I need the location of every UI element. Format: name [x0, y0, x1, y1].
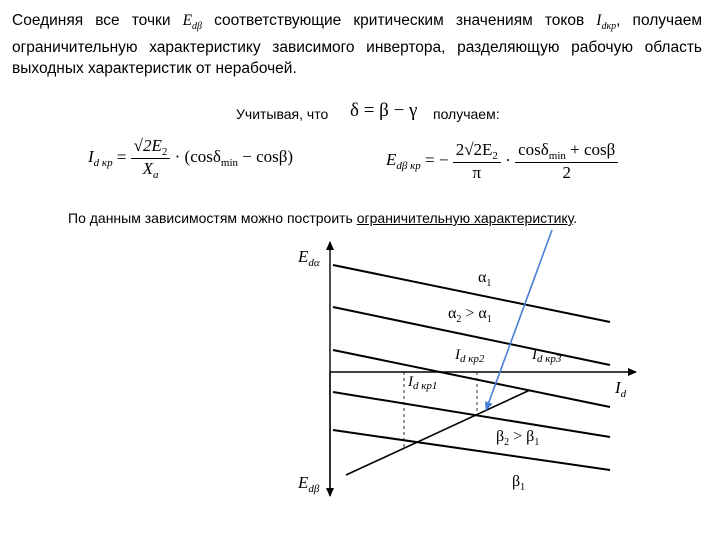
intro-text-2: соответствующие критическим значениям токов: [202, 12, 597, 29]
f2-den1: π: [472, 163, 482, 182]
f2-dot: ·: [505, 150, 511, 170]
edb-subscript: dβ: [192, 21, 203, 33]
f2-num2-end: + cosβ: [565, 140, 616, 159]
f2-den2: 2: [562, 163, 571, 182]
idkr-letter: I: [596, 12, 602, 29]
f1-tail-end: − cosβ): [238, 147, 294, 167]
y-top-label: $E_{d\alpha}$: [298, 247, 320, 269]
beta2-label: $\beta_2 > \beta_1$: [496, 428, 540, 448]
f1-num-sub: 2: [161, 146, 168, 158]
characteristic-beta1: [333, 430, 610, 470]
intro-text-3: , получаем ограничительную характеристику зависимого инвертора, разделяющую рабочую область выходных характеристик от нерабочей.: [12, 12, 702, 78]
f2-lhs-sub: dβ кр: [396, 160, 421, 173]
alpha1-label: $\alpha_1$: [478, 269, 492, 289]
idkr2-label: $I_{d кр2}$: [455, 347, 485, 365]
f1-eq: =: [116, 147, 127, 167]
delta-equation: δ = β − γ: [350, 100, 418, 121]
f1-tail-sub: min: [220, 157, 239, 170]
given-right-text: получаем:: [433, 106, 500, 122]
edb-letter: E: [182, 12, 193, 29]
alpha2-label: $\alpha_2 > \alpha_1$: [448, 305, 492, 325]
f1-lhs-letter: I: [88, 147, 94, 167]
limit-characteristic-link[interactable]: ограничительную характеристику: [356, 210, 574, 226]
idkr3-label: $I_{d кр3}$: [532, 347, 562, 365]
intro-text-1: Соединяя все точки: [12, 12, 183, 29]
beta1-label: $\beta_1$: [512, 473, 526, 493]
f2-eq: = −: [425, 150, 449, 170]
f2-lhs-letter: E: [386, 150, 397, 170]
conclusion-end: .: [573, 210, 578, 226]
f2-num1-sub: 2: [492, 150, 498, 162]
idkr-subscript: dкр: [601, 21, 617, 33]
x-axis-label: $I_d$: [615, 378, 627, 400]
conclusion-text: По данным зависимостям можно построить: [68, 210, 357, 226]
y-bottom-label: $E_{d\beta}$: [298, 473, 320, 495]
f1-den-text: X: [142, 159, 153, 178]
f2-num1-text: 2√2E: [455, 140, 493, 159]
given-left-text: Учитывая, что: [236, 106, 329, 122]
pointer-arrow: [486, 230, 552, 410]
f1-den-sub: a: [152, 169, 159, 181]
f2-num2-text: cosδ: [518, 140, 549, 159]
f1-num-text: √2E: [133, 136, 162, 155]
idkr1-label: $I_{d кр1}$: [408, 374, 438, 392]
f1-tail-text: · (cosδ: [174, 147, 221, 167]
f1-lhs-sub: d кр: [93, 157, 113, 170]
f2-num2-sub: min: [548, 150, 566, 162]
